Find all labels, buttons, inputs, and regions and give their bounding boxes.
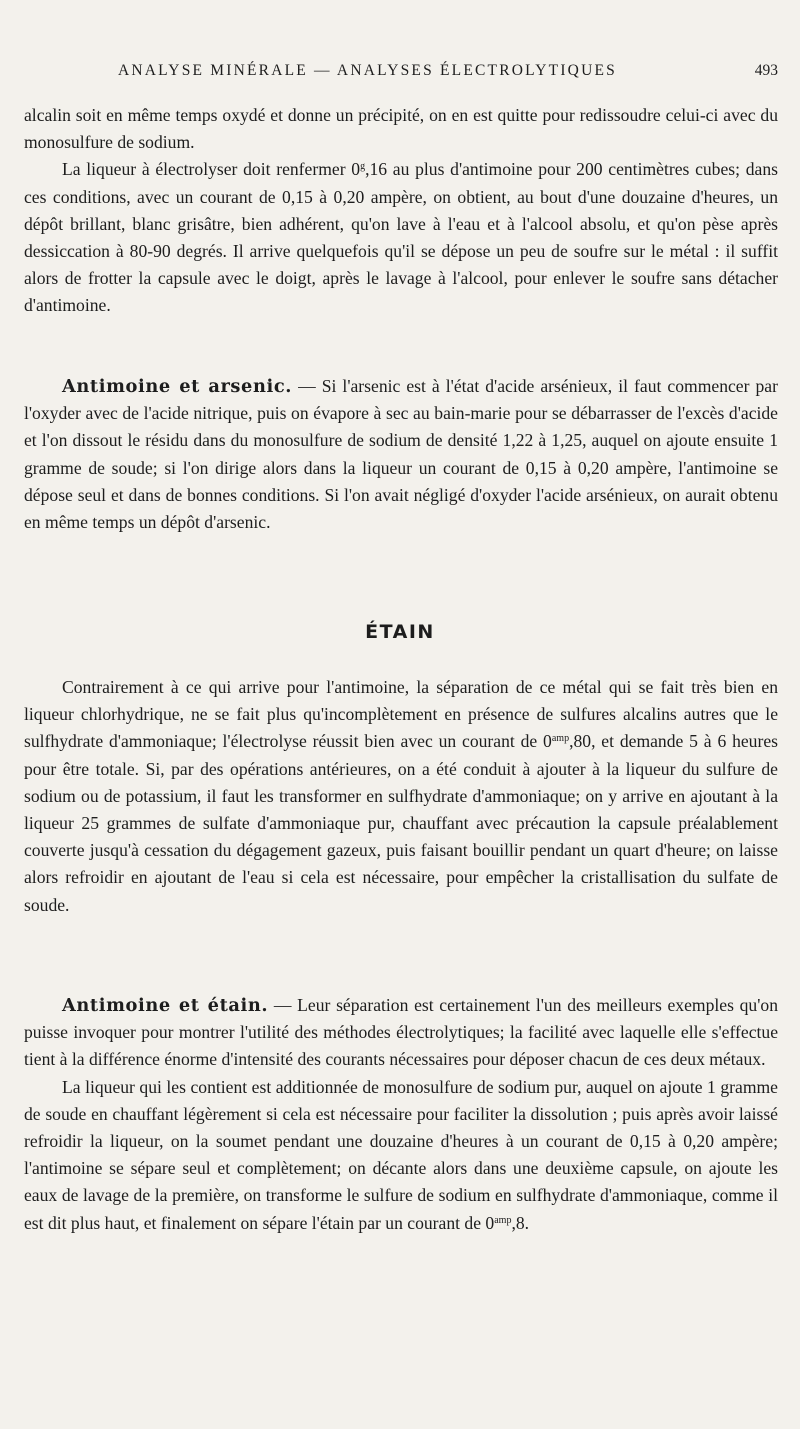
paragraph-text: — Leur séparation est certainement l'un des meilleurs exemples qu'on puisse invoquer pour montrer l'utilité des méthodes électrolytiques; la facilité avec laquelle elle s'effectue tient à la différence énorme d'intensité des courants nécessaires pour déposer chacun de ces deux métaux. [24,995,778,1070]
paragraph-separation-procedure [24,1074,778,1237]
paragraph-antimony-arsenic [24,373,778,536]
paragraph-continuation: alcalin soit en même temps oxydé et donne un précipité, on en est quitte pour redissoudre celui-ci avec du monosulfure de sodium. [24,105,778,153]
paragraph-text: La liqueur à électrolyser doit renfermer 0 [62,159,361,180]
text-block-antimony-tin [24,992,778,1237]
paragraph-text: ,8. [511,1212,530,1233]
paragraph-tin [24,674,778,919]
text-block-antimony-arsenic [24,373,778,536]
unit-superscript: g [360,161,366,173]
text-block-tin [24,674,778,919]
run-in-heading: Antimoine et arsenic. [62,376,293,397]
paragraph-text: La liqueur qui les contient est additionnée de monosulfure de sodium pur, auquel on ajoute 1 gramme de soude en chauffant légèrement si cela est nécessaire pour faciliter la dissolution ; puis après avoir laissé refroidir la liqueur, on la soumet pendant une douzaine d'heures à un courant de 0,15 à 0,20 ampère; l'antimoine se sépare seul et complètement; on décante alors dans une deuxième capsule, on ajoute les eaux de lavage de la première, on transforme le sulfure de sodium en sulfhydrate d'ammoniaque, comme il est dit plus haut, et finalement on sépare l'étain par un courant de 0 [24,1076,778,1233]
run-in-heading: Antimoine et étain. [62,995,269,1016]
page-number: 493 [754,62,778,79]
paragraph-text: ,80, et demande 5 à 6 heures pour être totale. Si, par des opérations antérieures, on a été conduit à ajouter à la liqueur du sulfure de sodium ou de potassium, il faut les transformer en sulfhydrate d'ammoniaque; on y arrive en ajoutant à la liqueur 25 grammes de sulfate d'ammoniaque pur, chauffant avec précaution la capsule préalablement couverte jusqu'à cessation du dégagement gazeux, puis faisant bouillir pendant un quart d'heure; on laisse alors refroidir en ajoutant de l'eau si cela est nécessaire, pour empêcher la cristallisation du sulfate de soude. [24,731,778,915]
running-header [0,62,800,86]
unit-superscript: amp [551,733,570,745]
paragraph-text: — Si l'arsenic est à l'état d'acide arsénieux, il faut commencer par l'oxyder avec de l'acide nitrique, puis on évapore à sec au bain-marie pour se débarrasser de l'excès d'acide et l'on dissout le résidu dans du monosulfure de sodium de densité 1,22 à 1,25, auquel on ajoute ensuite 1 gramme de soude; si l'on dirige alors dans la liqueur un courant de 0,15 à 0,20 ampère, l'antimoine se dépose seul et dans de bonnes conditions. Si l'on avait négligé d'oxyder l'acide arsénieux, on aurait obtenu en même temps un dépôt d'arsenic. [24,376,778,533]
paragraph-text: ,16 au plus d'antimoine pour 200 centimètres cubes; dans ces conditions, avec un courant de 0,15 à 0,20 ampère, on obtient, au bout d'une douzaine d'heures, un dépôt brillant, blanc grisâtre, bien adhérent, qu'on lave à l'eau et à l'alcool absolu, et qu'on pèse après dessiccation à 80-90 degrés. Il arrive quelquefois qu'il se dépose un peu de soufre sur le métal : il suffit alors de frotter la capsule avec le doigt, après le lavage à l'alcool, pour enlever le soufre sans détacher d'antimoine. [24,159,778,316]
unit-superscript: amp [494,1214,512,1226]
paragraph-text: Contrairement à ce qui arrive pour l'antimoine, la séparation de ce métal qui se fait très bien en liqueur chlorhydrique, ne se fait plus qu'incomplètement en présence de sulfures alcalins autres que le sulfhydrate d'ammoniaque; l'électrolyse réussit bien avec un courant de 0 [24,677,778,752]
paragraph-antimony-tin [24,992,778,1074]
text-block-antimony [24,102,778,320]
paragraph-antimony-conditions [24,156,778,319]
section-heading: ÉTAIN [365,621,435,643]
running-title: ANALYSE MINÉRALE — ANALYSES ÉLECTROLYTIQUES [118,62,617,79]
